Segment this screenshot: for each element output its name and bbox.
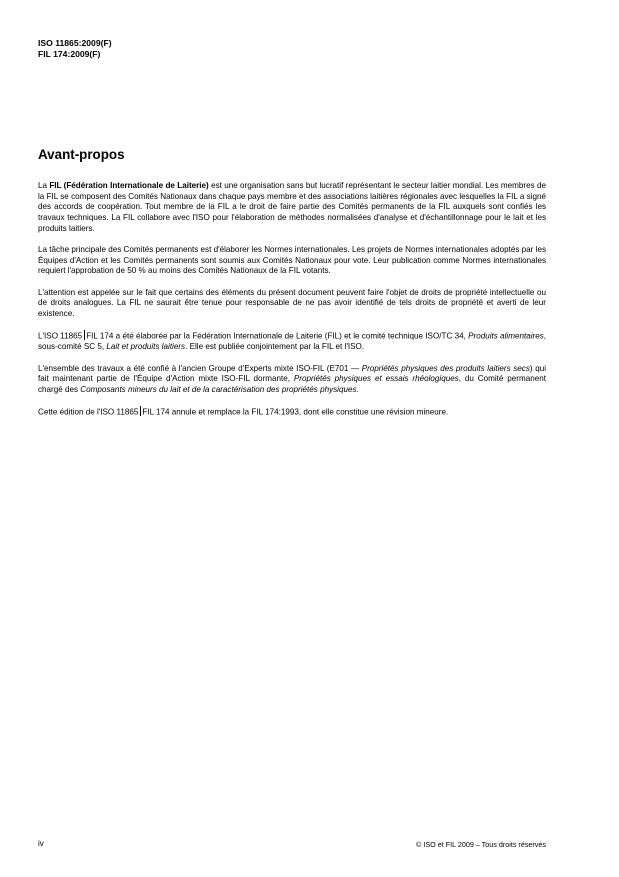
doc-id-fil: FIL 174:2009(F) bbox=[38, 49, 101, 59]
paragraph-expert-group bbox=[38, 364, 546, 396]
vertical-separator bbox=[140, 406, 141, 416]
document-identifier bbox=[38, 38, 112, 60]
foreword-body bbox=[38, 181, 546, 429]
text-run: ) qui fait maintenant partie de l'Équipe d'Action mixte ISO-FIL dormante, bbox=[38, 363, 547, 384]
paragraph-committees: La tâche principale des Comités permanents est d'élaborer les Normes internationales. Les projets de Normes internationales adoptés par les Équipes d'Action et les Comités permanents sont soumis aux Comités Nationaux pour vote. Leur publication comme Normes internationales requiert l'approbation de 50 % au moins des Comités Nationaux de la FIL votants. bbox=[38, 245, 546, 276]
text-run: FIL 174 a été élaborée par la Fédération Internationale de Laiterie (FIL) et le comité technique ISO/TC 34, bbox=[86, 331, 469, 341]
paragraph-edition bbox=[38, 406, 546, 418]
copyright-notice: © ISO et FIL 2009 – Tous droits réservés bbox=[416, 840, 546, 849]
italic-run: Composants mineurs du lait et de la caractérisation des propriétés physiques bbox=[80, 385, 357, 395]
section-title: Avant-propos bbox=[38, 147, 125, 162]
fil-name-bold: FIL (Fédération Internationale de Laiterie) bbox=[49, 181, 209, 190]
text-run: . bbox=[356, 385, 359, 395]
text-run: , du Comité permanent chargé des bbox=[38, 374, 546, 395]
italic-run: Propriétés physiques des produits laitiers secs bbox=[361, 363, 530, 373]
text-run: L'ensemble des travaux a été confié à l'ancien Groupe d'Experts mixte ISO-FIL (E701 — bbox=[38, 363, 362, 373]
paragraph-preparation bbox=[38, 330, 546, 353]
italic-run: Lait et produits laitiers bbox=[106, 342, 186, 352]
italic-run: Produits alimentaires bbox=[468, 331, 544, 341]
text-run: La bbox=[38, 181, 50, 190]
text-run: FIL 174 annule et remplace la FIL 174:1993, dont elle constitue une révision mineure. bbox=[142, 407, 449, 417]
text-run: , sous-comité SC 5, bbox=[38, 331, 546, 352]
text-run: L'ISO 11865 bbox=[38, 331, 83, 341]
paragraph-patent-notice: L'attention est appelée sur le fait que certains des éléments du présent document peuvent faire l'objet de droits de propriété intellectuelle ou de droits analogues. La FIL ne saurait être tenue pour responsable de ne pas avoir identifié de tels droits de propriété et averti de leur existence. bbox=[38, 287, 546, 319]
italic-run: Propriétés physiques et essais rhéologiques bbox=[293, 374, 459, 384]
text-run: Cette édition de l'ISO 11865 bbox=[38, 407, 139, 417]
text-run: est une organisation sans but lucratif représentant le secteur laitier mondial. Les membres de la FIL se composent des Comités Nationaux dans chaque pays membre et des associations laitières régionales avec lesquelles la FIL a signé des accords de coopération. Tout membre de la FIL a le droit de faire partie des Comités permanents de la FIL auxquels sont confiés les travaux techniques. La FIL collabore avec l'ISO pour l'élaboration de méthodes normalisées d'analyse et d'échantillonnage pour le lait et les produits laitiers. bbox=[38, 181, 546, 233]
paragraph-fil-intro bbox=[38, 181, 546, 235]
page-number: iv bbox=[38, 839, 44, 848]
vertical-separator bbox=[84, 330, 85, 340]
text-run: . Elle est publiée conjointement par la FIL et l'ISO. bbox=[185, 342, 365, 352]
doc-id-iso: ISO 11865:2009(F) bbox=[38, 38, 112, 48]
